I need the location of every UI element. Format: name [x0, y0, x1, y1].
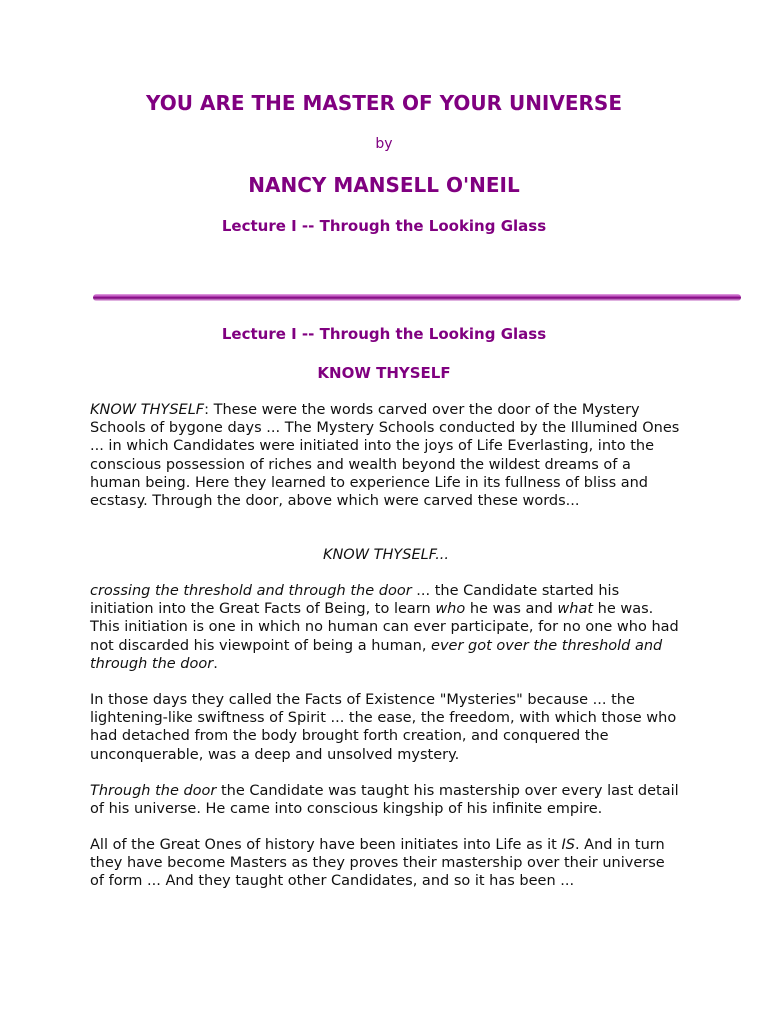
paragraph-2 [90, 582, 682, 673]
paragraph-text: the Candidate was taught his mastership over every last detail of his universe. He came into conscious kingship of his infinite empire. [90, 783, 679, 818]
emphasis: Through the door [90, 783, 217, 799]
emphasis: KNOW THYSELF [90, 402, 205, 418]
lecture-title: Lecture I -- Through the Looking Glass [221, 217, 547, 235]
author-name: NANCY MANSELL O'NEIL [248, 173, 520, 197]
centered-phrase: KNOW THYSELF... [322, 547, 450, 563]
byline: by [375, 136, 393, 152]
paragraph-text: he was and [465, 601, 558, 618]
paragraph-text: he was. This initiation is one in which no human can ever participate, for no one who had not discarded his viewpoint of being a human, [90, 601, 679, 654]
paragraph-text: : These were the words carved over the door of the Mystery Schools of bygone days ... The Mystery Schools conducted by the Illumined Ones ... in which Candidates were initiated into the joys of Life Everlasting, into the conscious possession of riches and wealth beyond the wildest dreams of a human being. Here they learned to experience Life in its fullness of bliss and ecstasy. Through the door, above which were carved these words... [90, 402, 680, 510]
horizontal-divider [93, 294, 741, 301]
paragraph-4 [90, 782, 682, 818]
emphasis: who [435, 601, 466, 618]
paragraph-text: ... the Candidate started his initiation into the Great Facts of Being, to learn [90, 583, 620, 618]
section-lecture-title: Lecture I -- Through the Looking Glass [221, 325, 547, 343]
emphasis: what [557, 601, 594, 618]
paragraph-5 [90, 836, 682, 891]
section-subheading: KNOW THYSELF [317, 364, 451, 382]
emphasis: crossing the threshold and through the door [90, 583, 412, 599]
page-title: YOU ARE THE MASTER OF YOUR UNIVERSE [146, 91, 622, 115]
emphasis: ever got over the threshold and through the door [90, 637, 663, 672]
paragraph-text: . [213, 655, 218, 672]
paragraph-1 [90, 401, 682, 510]
paragraph-text: . And in turn they have become Masters as they proves their mastership over their universe of form ... And they taught other Candidates, and so it has been ... [90, 837, 665, 890]
paragraph-3: In those days they called the Facts of Existence "Mysteries" because ... the lightening-like swiftness of Spirit ... the ease, the freedom, with which those who had detached from the body brought forth creation, and conquered the unconquerable, was a deep and unsolved mystery. [90, 692, 677, 763]
emphasis: IS [561, 837, 575, 853]
paragraph-text: All of the Great Ones of history have been initiates into Life as it [90, 837, 562, 853]
